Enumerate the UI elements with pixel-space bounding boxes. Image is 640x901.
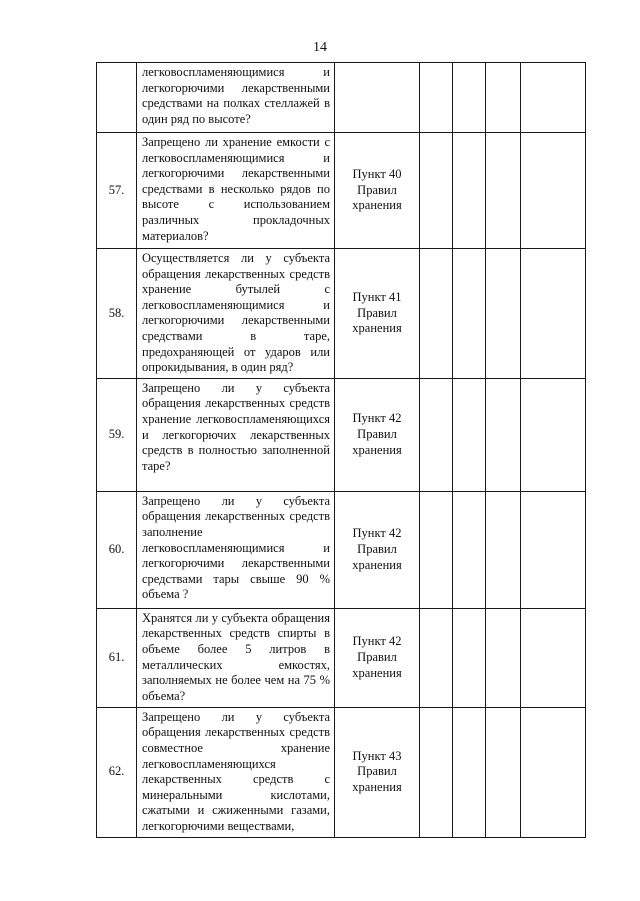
legal-reference (335, 608, 420, 707)
question-text: Запрещено ли у субъекта обращения лекарственных средств хранение легковоспламеняющихся и легкогорючих лекарственных средств в полностью заполненной таре? (137, 378, 335, 491)
note-cell (521, 378, 586, 491)
answer-not-applicable-cell (486, 378, 521, 491)
answer-not-applicable-cell (486, 63, 521, 133)
checklist-table (96, 62, 586, 838)
answer-not-applicable-cell (486, 249, 521, 379)
table-row (97, 491, 586, 608)
table-row (97, 249, 586, 379)
answer-yes-cell (420, 491, 453, 608)
reference-storage: хранения (352, 198, 402, 213)
question-text: Осуществляется ли у субъекта обращения лекарственных средств хранение бутылей с легковоспламеняющимися и легкогорючими лекарственными средствами в таре, предохраняющей от ударов или опрокидывания, в один ряд? (137, 249, 335, 379)
reference-storage: хранения (352, 665, 402, 680)
question-text: легковоспламеняющимися и легкогорючими лекарственными средствами на полках стеллажей в один ряд по высоте? (137, 63, 335, 133)
reference-point: Пункт 42 (352, 526, 402, 541)
reference-point: Пункт 40 (352, 167, 402, 182)
table-row (97, 63, 586, 133)
answer-no-cell (453, 63, 486, 133)
answer-not-applicable-cell (486, 491, 521, 608)
answer-yes-cell (420, 249, 453, 379)
row-number: 58. (97, 249, 137, 379)
reference-storage: хранения (352, 779, 402, 794)
answer-yes-cell (420, 133, 453, 249)
reference-storage: хранения (352, 321, 402, 336)
table-row (97, 133, 586, 249)
answer-no-cell (453, 707, 486, 837)
legal-reference (335, 63, 420, 133)
legal-reference (335, 491, 420, 608)
answer-not-applicable-cell (486, 608, 521, 707)
note-cell (521, 608, 586, 707)
reference-rules: Правил (357, 305, 397, 320)
table-row (97, 707, 586, 837)
reference-rules: Правил (357, 764, 397, 779)
answer-no-cell (453, 249, 486, 379)
reference-storage: хранения (352, 442, 402, 457)
row-number: 59. (97, 378, 137, 491)
row-number: 62. (97, 707, 137, 837)
answer-no-cell (453, 378, 486, 491)
reference-rules: Правил (357, 541, 397, 556)
note-cell (521, 63, 586, 133)
row-number: 57. (97, 133, 137, 249)
legal-reference (335, 249, 420, 379)
answer-yes-cell (420, 63, 453, 133)
answer-yes-cell (420, 707, 453, 837)
answer-not-applicable-cell (486, 707, 521, 837)
row-number: 61. (97, 608, 137, 707)
reference-point: Пункт 43 (352, 748, 402, 763)
answer-yes-cell (420, 378, 453, 491)
answer-yes-cell (420, 608, 453, 707)
reference-point: Пункт 41 (352, 289, 402, 304)
note-cell (521, 249, 586, 379)
reference-point: Пункт 42 (352, 634, 402, 649)
table-row (97, 608, 586, 707)
reference-rules: Правил (357, 182, 397, 197)
question-text: Хранятся ли у субъекта обращения лекарственных средств спирты в объеме более 5 литров в металлических емкостях, заполняемых не более чем на 75 % объема? (137, 608, 335, 707)
answer-no-cell (453, 133, 486, 249)
reference-point: Пункт 42 (352, 411, 402, 426)
page-number: 14 (313, 40, 327, 55)
answer-no-cell (453, 608, 486, 707)
note-cell (521, 491, 586, 608)
reference-rules: Правил (357, 649, 397, 664)
note-cell (521, 707, 586, 837)
legal-reference (335, 378, 420, 491)
question-text: Запрещено ли у субъекта обращения лекарственных средств заполнение легковоспламеняющимися и легкогорючими лекарственными средствами тары свыше 90 % объема ? (137, 491, 335, 608)
answer-not-applicable-cell (486, 133, 521, 249)
row-number (97, 63, 137, 133)
question-text: Запрещено ли хранение емкости с легковоспламеняющимися и легкогорючими лекарственными средствами в несколько рядов по высоте с использованием различных прокладочных материалов? (137, 133, 335, 249)
table-row (97, 378, 586, 491)
question-text: Запрещено ли у субъекта обращения лекарственных средств совместное хранение легковоспламеняющихся лекарственных средств с минеральными кислотами, сжатыми и сжиженными газами, легкогорючими веществами, (137, 707, 335, 837)
reference-rules: Правил (357, 426, 397, 441)
note-cell (521, 133, 586, 249)
reference-storage: хранения (352, 557, 402, 572)
legal-reference (335, 707, 420, 837)
row-number: 60. (97, 491, 137, 608)
answer-no-cell (453, 491, 486, 608)
legal-reference (335, 133, 420, 249)
